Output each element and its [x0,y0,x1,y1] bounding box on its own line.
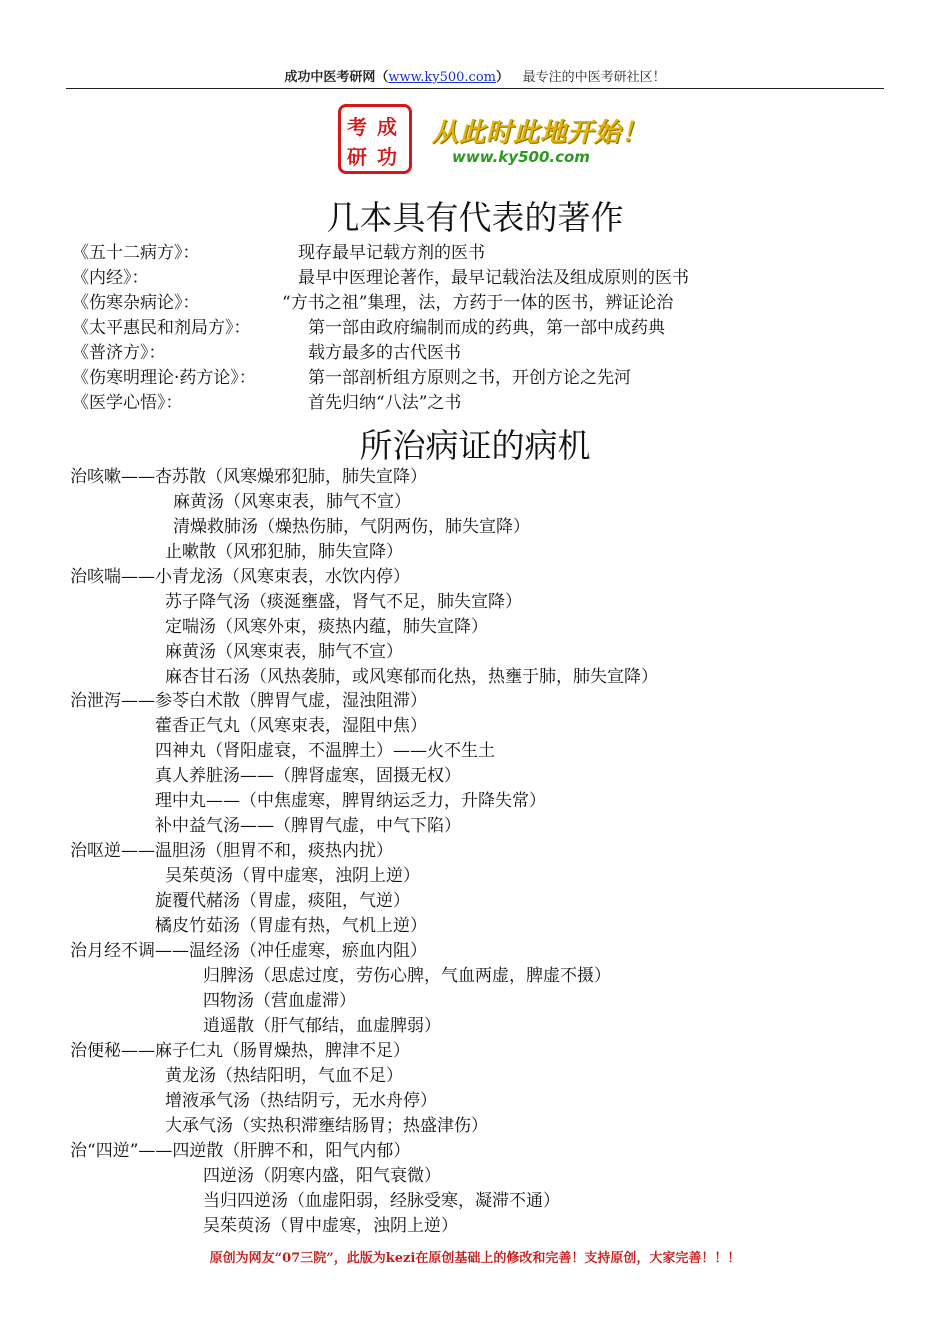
page-footer: 原创为网友“07三院”，此版为kezi在原创基础上的修改和完善！支持原创，大家完善！！！ [209,1251,741,1266]
list-item: 藿香正气丸（风寒束表，湿阻中焦） [155,716,427,736]
list-item: 理中丸——（中焦虚寒，脾胃纳运乏力，升降失常） [155,791,546,811]
logo-char-4: 功 [377,145,397,169]
list-item: 逍遥散（肝气郁结，血虚脾弱） [203,1016,441,1036]
book-desc: 现存最早记载方剂的医书 [298,243,485,263]
list-item: 治呕逆——温胆汤（胆胃不和，痰热内扰） [70,841,393,861]
logo-badge [338,104,412,174]
list-item: 补中益气汤——（脾胃气虚，中气下陷） [155,816,461,836]
list-item: 治月经不调——温经汤（冲任虚寒，瘀血内阻） [70,941,427,961]
list-item: 治泄泻——参苓白术散（脾胃气虚，湿浊阻滞） [70,691,427,711]
list-item: 苏子降气汤（痰涎壅盛，肾气不足，肺失宣降） [165,592,522,612]
book-title: 《医学心悟》： [72,393,183,413]
list-item: 止嗽散（风邪犯肺，肺失宣降） [165,542,403,562]
logo-char-1: 考 [347,115,367,139]
list-item: 治便秘——麻子仁丸（肠胃燥热，脾津不足） [70,1041,410,1061]
list-item: 增液承气汤（热结阴亏，无水舟停） [165,1091,437,1111]
list-item: 归脾汤（思虑过度，劳伤心脾，气血两虚，脾虚不摄） [203,966,611,986]
book-title: 《内经》： [72,268,149,288]
list-item: 大承气汤（实热积滞壅结肠胃；热盛津伤） [165,1116,488,1136]
book-desc: 首先归纳“八法”之书 [308,393,462,413]
header-divider [66,88,884,89]
list-item: 旋覆代赭汤（胃虚，痰阻，气逆） [155,891,410,911]
list-item: 清燥救肺汤（燥热伤肺，气阴两伤，肺失宣降） [173,517,530,537]
site-name: 成功中医考研网（ [284,70,389,85]
list-item: 麻杏甘石汤（风热袭肺，或风寒郁而化热，热壅于肺，肺失宣降） [165,667,658,687]
logo-url: www.ky500.com [452,148,590,166]
section2-title: 所治病证的病机 [359,426,591,465]
list-item: 麻黄汤（风寒束表，肺气不宣） [165,642,403,662]
list-item: 治“四逆”——四逆散（肝脾不和，阳气内郁） [70,1141,411,1161]
book-title: 《伤寒杂病论》： [72,293,200,313]
section1-title: 几本具有代表的著作 [326,198,624,237]
book-desc: 第一部由政府编制而成的药典，第一部中成药典 [308,318,665,338]
book-title: 《五十二病方》： [72,243,200,263]
list-item: 橘皮竹茹汤（胃虚有热，气机上逆） [155,916,427,936]
site-tagline: 最专注的中医考研社区！ [522,70,666,85]
site-url-link[interactable]: www.ky500.com [388,70,496,85]
book-desc: 最早中医理论著作，最早记载治法及组成原则的医书 [298,268,689,288]
site-close: ） [495,70,509,85]
list-item: 黄龙汤（热结阳明，气血不足） [165,1066,403,1086]
list-item: 治咳嗽——杏苏散（风寒燥邪犯肺，肺失宣降） [70,467,427,487]
logo-slogan: 从此时此地开始！ [432,118,649,148]
logo-char-2: 成 [377,115,397,139]
book-desc: 载方最多的古代医书 [308,343,461,363]
book-desc: 第一部剖析组方原则之书，开创方论之先河 [308,368,631,388]
list-item: 吴茱萸汤（胃中虚寒，浊阴上逆） [203,1216,458,1236]
page-header [0,66,950,85]
list-item: 真人养脏汤——（脾肾虚寒，固摄无权） [155,766,461,786]
list-item: 四物汤（营血虚滞） [203,991,356,1011]
list-item: 吴茱萸汤（胃中虚寒，浊阴上逆） [165,866,420,886]
book-title: 《太平惠民和剂局方》： [72,318,251,338]
book-desc: “方书之祖”集理，法，方药于一体的医书，辨证论治 [282,293,674,313]
book-title: 《伤寒明理论·药方论》： [72,368,256,388]
book-title: 《普济方》： [72,343,166,363]
list-item: 四逆汤（阴寒内盛，阳气衰微） [203,1166,441,1186]
list-item: 当归四逆汤（血虚阳弱，经脉受寒，凝滞不通） [203,1191,560,1211]
list-item: 四神丸（肾阳虚衰，不温脾土）——火不生土 [155,741,495,761]
list-item: 定喘汤（风寒外束，痰热内蕴，肺失宣降） [165,617,488,637]
logo-char-3: 研 [347,145,367,169]
list-item: 麻黄汤（风寒束表，肺气不宣） [173,492,411,512]
list-item: 治咳喘——小青龙汤（风寒束表，水饮内停） [70,567,410,587]
